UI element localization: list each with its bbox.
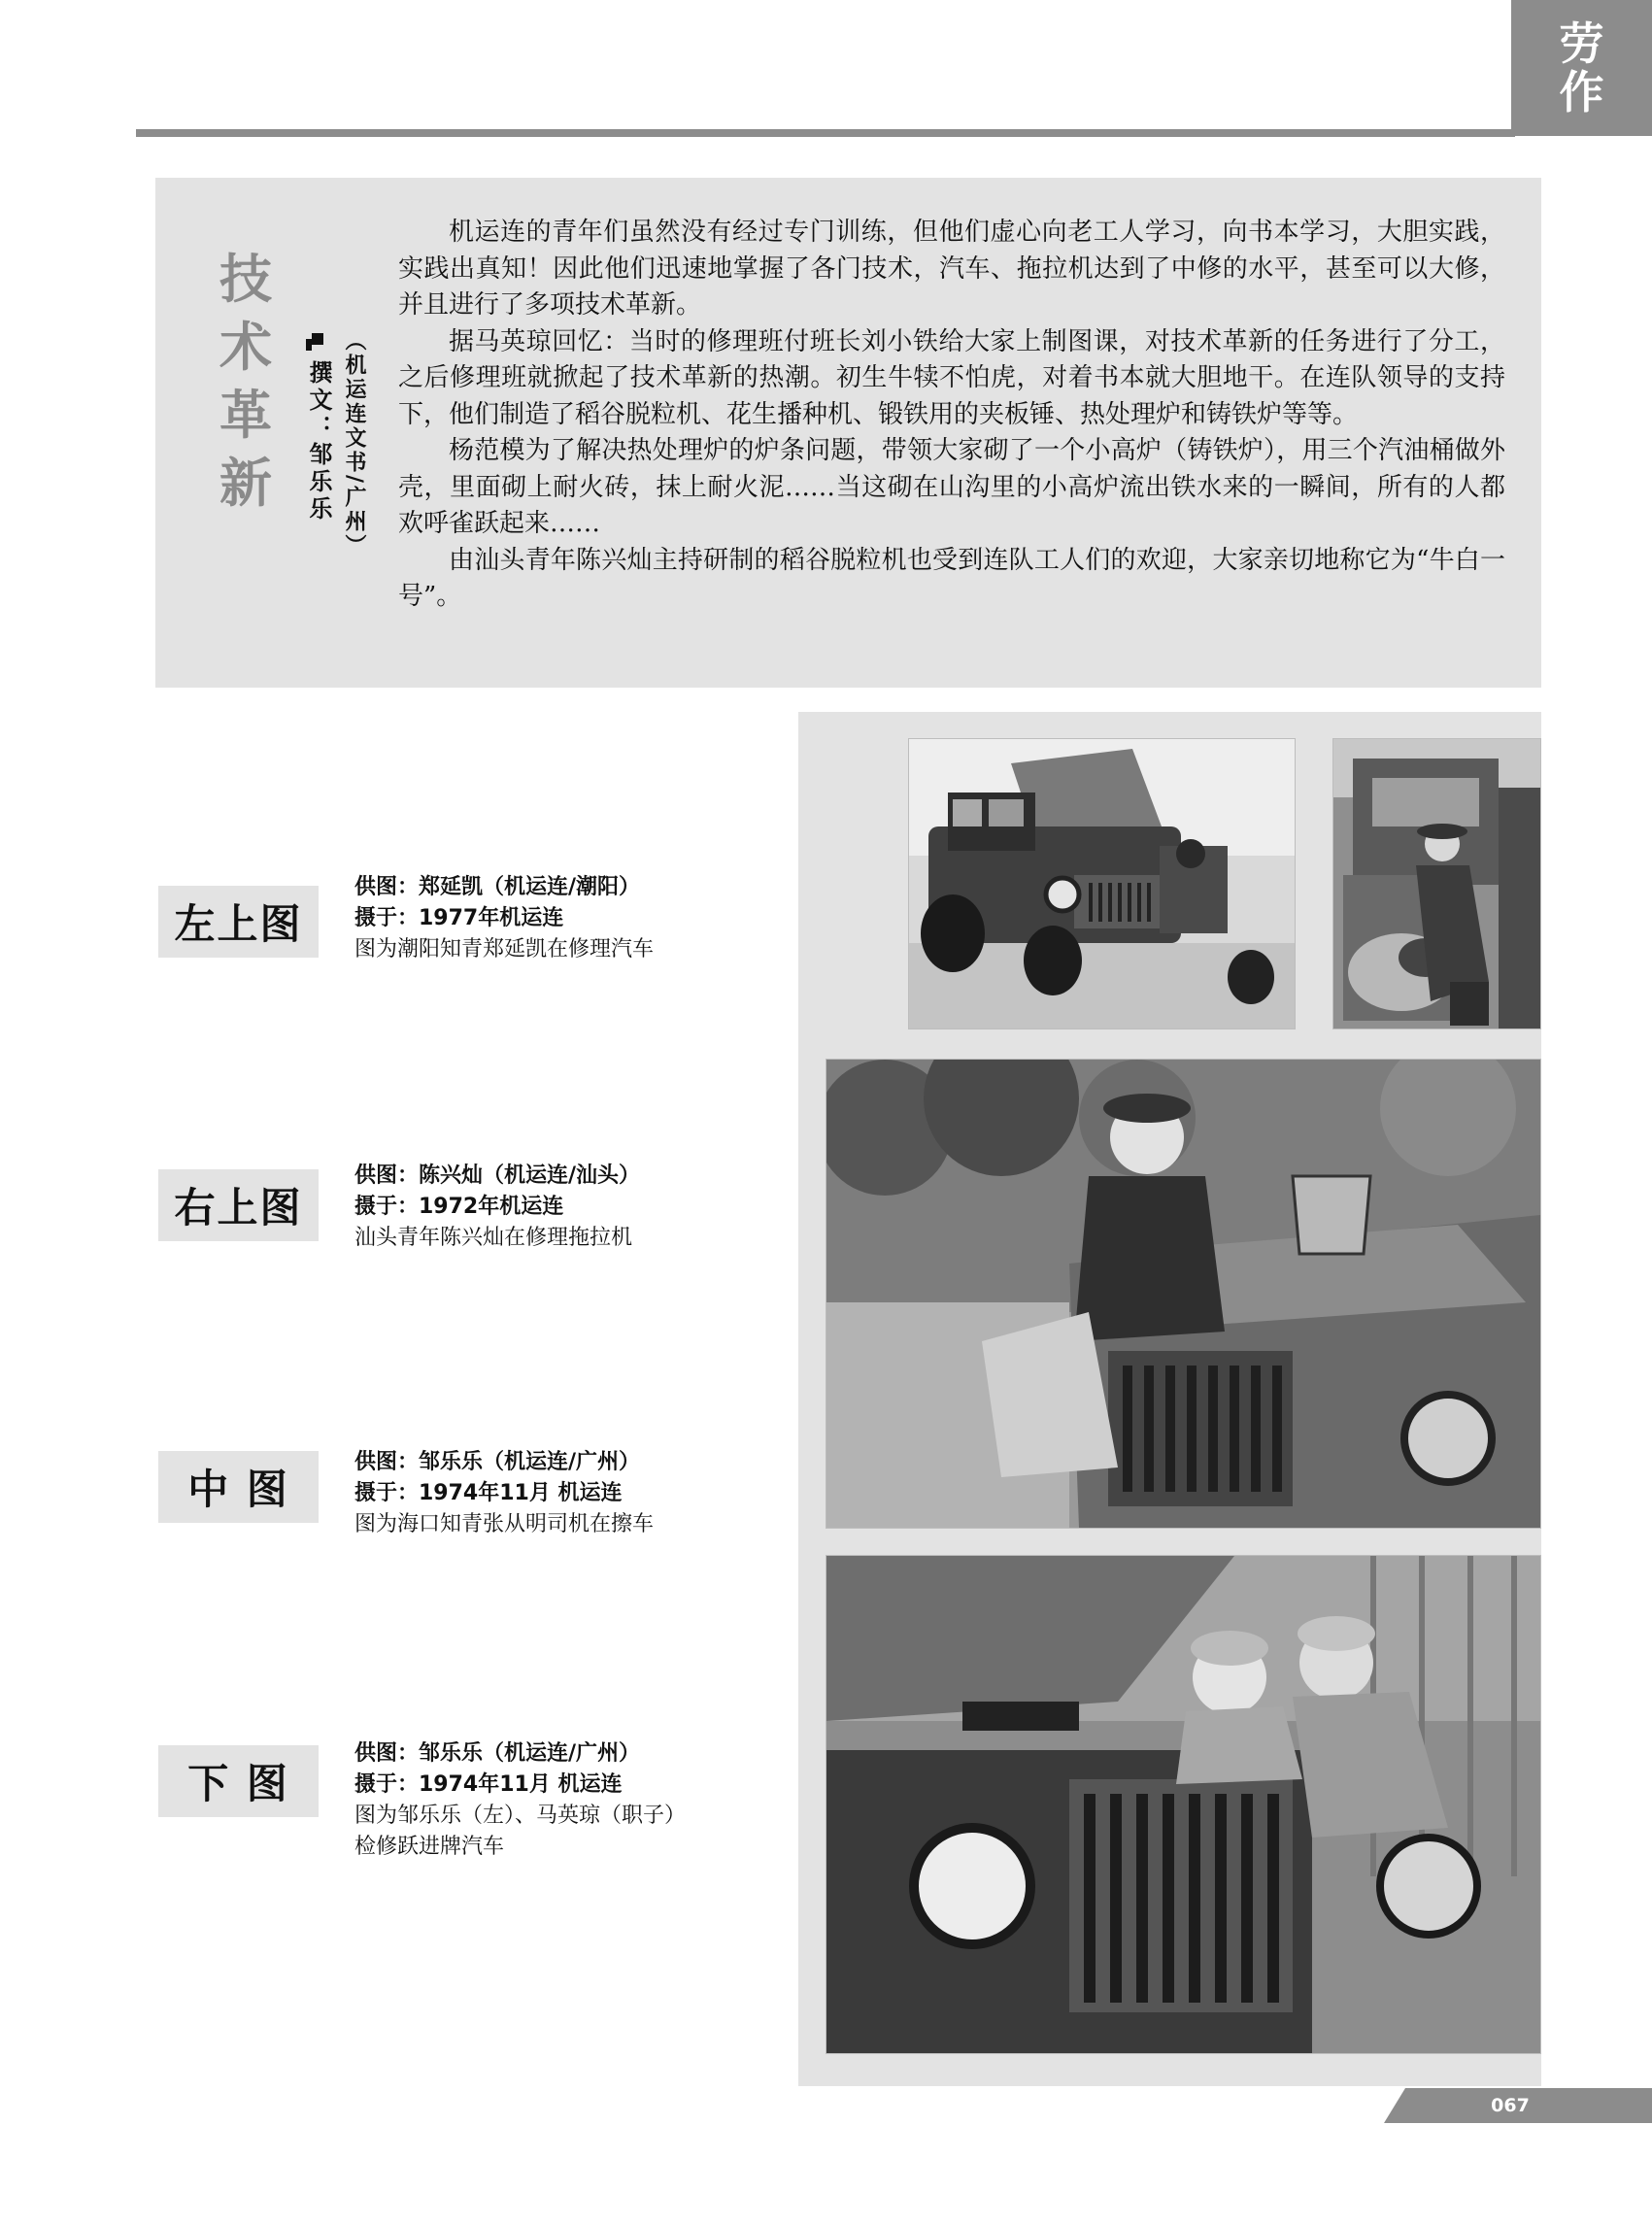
caption-line: 图为潮阳知青郑延凯在修理汽车 [354,937,655,961]
article-paragraph: 杨范模为了解决热处理炉的炉条问题，带领大家砌了一个小高炉（铸铁炉），用三个汽油桶做外壳，里面砌上耐火砖，抹上耐火泥……当这砌在山沟里的小高炉流出铁水来的一瞬间，所有的人都欢呼雀跃起来…… [398,436,1505,538]
caption-text-middle [354,1447,792,1540]
article-title [212,246,280,518]
photo-top-right [1332,738,1541,1029]
caption-line: 摄于：1972年机运连 [354,1195,564,1219]
section-tab [1511,0,1652,136]
caption-line: 供图：邹乐乐（机运连/广州） [354,1450,641,1474]
caption-text-top-right [354,1161,792,1254]
caption-line: 供图：陈兴灿（机运连/汕头） [354,1164,641,1188]
header-rule [136,129,1515,137]
section-tab-line1: 劳 [1559,17,1604,70]
article-paragraph: 由汕头青年陈兴灿主持研制的稻谷脱粒机也受到连队工人们的欢迎，大家亲切地称它为“牛白一号”。 [398,545,1505,611]
article-title-char: 革 [219,385,272,446]
article-body [398,215,1505,616]
byline-author: 撰文：邹乐乐 [305,360,332,523]
article-title-char: 术 [219,317,272,378]
intro-panel [155,178,1541,688]
caption-line: 供图：邹乐乐（机运连/广州） [354,1741,641,1766]
caption-line: 图为海口知青张从明司机在擦车 [354,1512,655,1536]
caption-line: 摄于：1974年11月 机运连 [354,1772,623,1797]
caption-text-top-left [354,872,792,965]
article-paragraph: 机运连的青年们虽然没有经过专门训练，但他们虚心向老工人学习，向书本学习，大胆实践，实践出真知！因此他们迅速地掌握了各门技术，汽车、拖拉机达到了中修的水平，甚至可以大修，并且进行了多项技术革新。 [398,218,1505,320]
caption-line: 汕头青年陈兴灿在修理拖拉机 [354,1226,633,1250]
photo-bottom [826,1555,1541,2054]
section-tab-line2: 作 [1559,66,1604,118]
caption-line: 摄于：1974年11月 机运连 [354,1481,623,1505]
article-title-char: 技 [219,249,272,310]
byline-affiliation: （机运连文书/广州） [342,329,366,559]
caption-label-top-right: 右上图 [158,1169,319,1241]
article-title-char: 新 [219,453,272,514]
caption-text-bottom [354,1738,792,1863]
photo-top-left [908,738,1296,1029]
caption-label-middle: 中 图 [158,1451,319,1523]
photo-middle [826,1059,1541,1529]
caption-line: 图为邹乐乐（左）、马英琼（职子） [354,1804,687,1828]
caption-label-bottom: 下 图 [158,1745,319,1817]
byline [294,329,401,663]
page-number-tab [1384,2088,1652,2123]
caption-line: 检修跃进牌汽车 [354,1835,505,1859]
page-number: 067 [1491,2095,1530,2116]
caption-line: 摄于：1977年机运连 [354,906,564,930]
caption-label-top-left: 左上图 [158,886,319,958]
article-paragraph: 据马英琼回忆：当时的修理班付班长刘小铁给大家上制图课，对技术革新的任务进行了分工，之后修理班就掀起了技术革新的热潮。初生牛犊不怕虎，对着书本就大胆地干。在连队领导的支持下，他们制造了稻谷脱粒机、花生播种机、锻铁用的夹板锤、热处理炉和铸铁炉等等。 [398,326,1505,429]
caption-line: 供图：郑延凯（机运连/潮阳） [354,875,641,899]
bullet-icon [306,333,323,351]
